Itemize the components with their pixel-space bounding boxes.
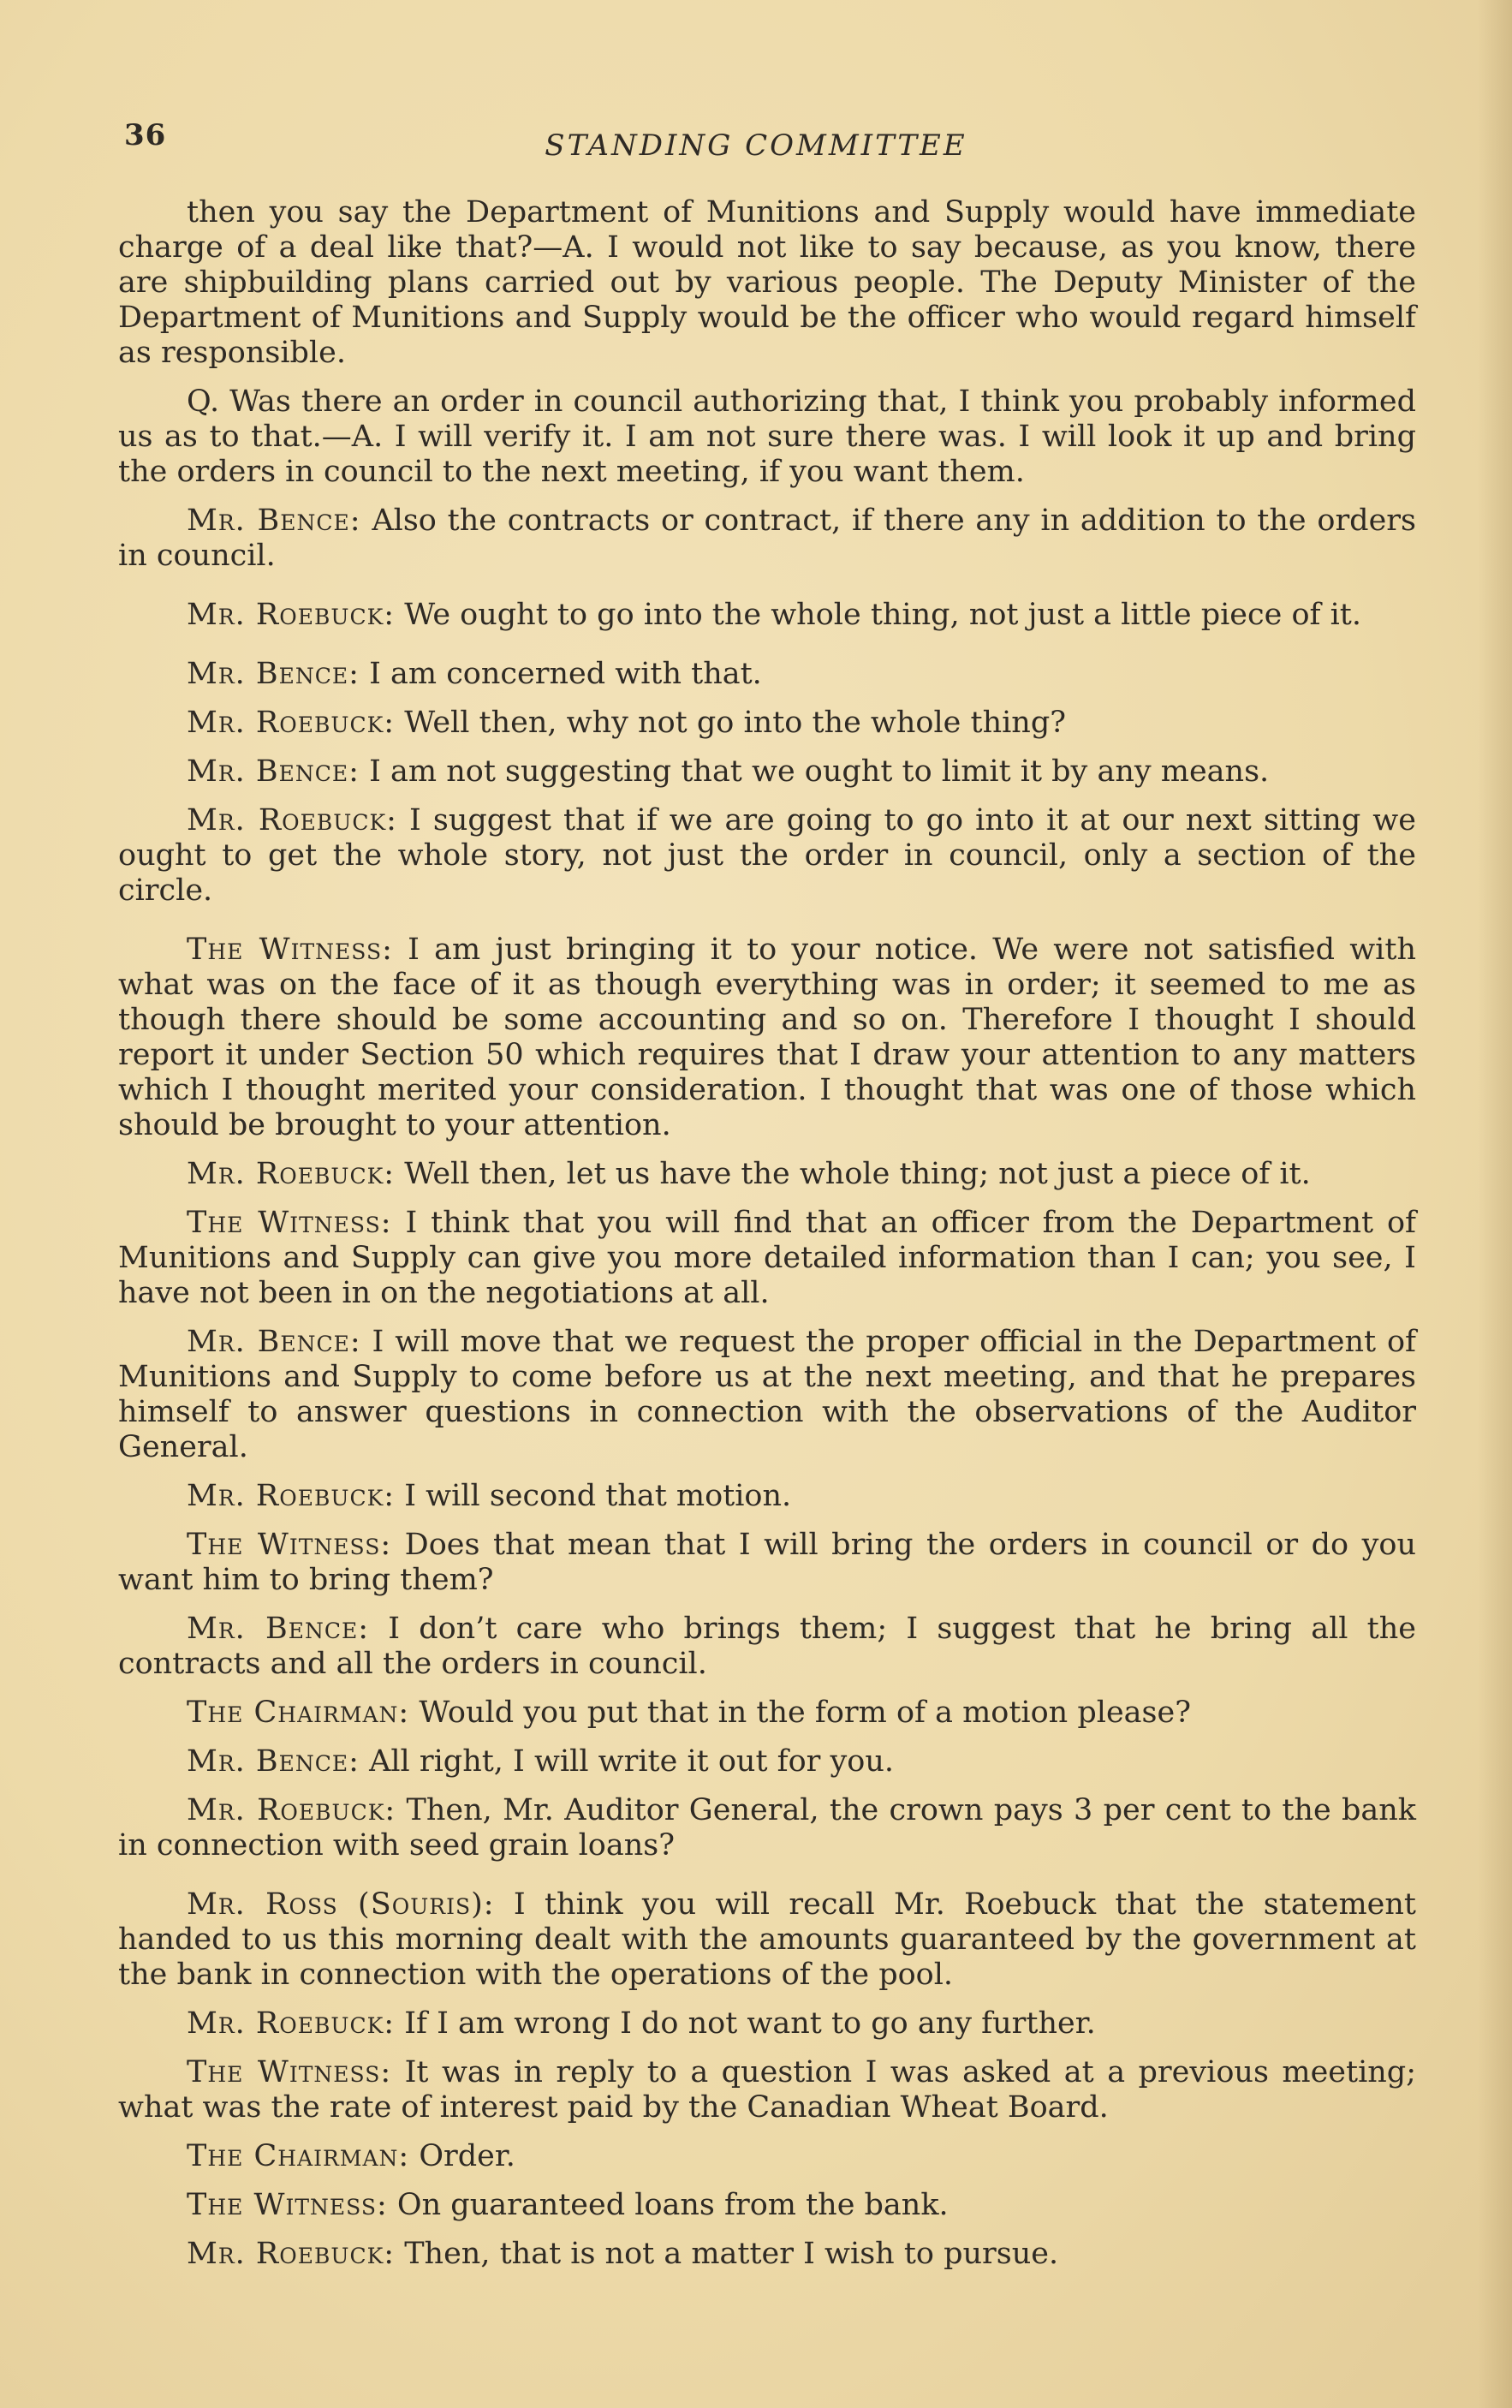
paragraph-text: I will move that we request the proper official in the Department of Munitions and Supply to come before us at the next meeting, and that he prepares himself to answer questions in connection with the observations of the Auditor General. [118, 1325, 1416, 1464]
paragraph-text: then you say the Department of Munitions and Supply would have immediate charge of a deal like that?—A. I would not like to say because, as you know, there are shipbuilding plans carried out by various people. The Deputy Minister of the Department of Munitions and Supply would be the officer who would regard himself as responsible. [118, 195, 1416, 370]
transcript-body [118, 195, 1416, 2286]
paragraph [118, 598, 1416, 633]
speaker-name: Mr. Bence: [187, 1612, 369, 1646]
paragraph [118, 1206, 1416, 1311]
paragraph [118, 803, 1416, 909]
paragraph-text: I think you will recall Mr. Roebuck that the statement handed to us this morning dealt with the amounts guaranteed by the government at the bank in connection with the operations of the pool. [118, 1887, 1416, 1992]
paragraph [118, 1528, 1416, 1598]
paragraph-text: If I am wrong I do not want to go any further. [404, 2006, 1096, 2041]
paragraph-text: Then, Mr. Auditor General, the crown pays 3 per cent to the bank in connection with seed grain loans? [118, 1793, 1416, 1863]
speaker-name: Mr. Roebuck: [187, 1157, 396, 1191]
speaker-name: The Chairman: [187, 1696, 410, 1730]
speaker-name: The Witness: [187, 1206, 392, 1240]
paragraph-text: We ought to go into the whole thing, not just a little piece of it. [404, 598, 1361, 632]
paragraph-text: I suggest that if we are going to go into it at our next sitting we ought to get the whole story, not just the order in council, only a section of the circle. [118, 803, 1416, 908]
paragraph-text: Then, that is not a matter I wish to pursue. [404, 2237, 1059, 2271]
paragraph [118, 195, 1416, 371]
paragraph-text: Well then, let us have the whole thing; not just a piece of it. [404, 1157, 1311, 1191]
paragraph [118, 2006, 1416, 2041]
speaker-name: Mr. Roebuck: [187, 2237, 396, 2271]
paragraph [118, 754, 1416, 790]
speaker-name: Mr. Roebuck: [187, 1793, 396, 1827]
paragraph [118, 384, 1416, 490]
paragraph [118, 657, 1416, 692]
paragraph-text: I will second that motion. [404, 1479, 792, 1513]
speaker-name: Mr. Bence: [187, 754, 360, 789]
paragraph [118, 1696, 1416, 1731]
paragraph-text: All right, I will write it out for you. [369, 1744, 895, 1779]
paragraph [118, 2237, 1416, 2272]
speaker-name: The Witness: [187, 2188, 388, 2222]
paragraph [118, 1793, 1416, 1863]
paragraph-text: I am not suggesting that we ought to limit it by any means. [369, 754, 1270, 789]
speaker-name: Mr. Ross (Souris): [187, 1887, 495, 1922]
speaker-name: Mr. Bence: [187, 657, 360, 691]
paragraph-text: Would you put that in the form of a motion please? [419, 1696, 1191, 1730]
paragraph [118, 1887, 1416, 1993]
speaker-name: Mr. Roebuck: [187, 803, 397, 837]
paragraph-text: Order. [419, 2139, 515, 2173]
paragraph-text: It was in reply to a question I was asked at a previous meeting; what was the rate of interest paid by the Canadian Wheat Board. [118, 2055, 1416, 2125]
paragraph-text: I think that you will find that an officer from the Department of Munitions and Supply can give you more detailed information than I can; you see, I have not been in on the negotiations at all. [118, 1206, 1416, 1310]
speaker-name: Mr. Roebuck: [187, 2006, 396, 2041]
paragraph-text: I am concerned with that. [369, 657, 762, 691]
paragraph [118, 2139, 1416, 2174]
paragraph [118, 1325, 1416, 1465]
page-edge-shadow [1478, 0, 1512, 2408]
speaker-name: Mr. Roebuck: [187, 706, 396, 740]
paragraph-text: I don’t care who brings them; I suggest that he bring all the contracts and all the orders in council. [118, 1612, 1416, 1681]
page-number: 36 [124, 118, 167, 152]
speaker-name: The Witness: [187, 1528, 392, 1562]
paragraph [118, 1612, 1416, 1682]
paragraph-text: On guaranteed loans from the bank. [396, 2188, 949, 2222]
paragraph [118, 1157, 1416, 1192]
paragraph-text: Well then, why not go into the whole thing? [404, 706, 1067, 740]
paragraph-text: I am just bringing it to your notice. We were not satisfied with what was on the face of it as though everything was in order; it seemed to me as though there should be some accounting and so on. Therefore I thought I should report it under Section 50 which requires that I draw your attention to any matters which I thought merited your consideration. I thought that was one of those which should be brought to your attention. [118, 933, 1416, 1142]
speaker-name: The Witness: [187, 933, 393, 967]
speaker-name: Mr. Bence: [187, 1325, 361, 1359]
speaker-name: The Witness: [187, 2055, 392, 2089]
paragraph [118, 2055, 1416, 2125]
paragraph [118, 706, 1416, 741]
speaker-name: Mr. Bence: [187, 1744, 360, 1779]
speaker-name: Mr. Roebuck: [187, 598, 396, 632]
running-title: STANDING COMMITTEE [545, 128, 967, 163]
paragraph [118, 1479, 1416, 1514]
paragraph [118, 2188, 1416, 2223]
paragraph [118, 1744, 1416, 1779]
paragraph-text: Q. Was there an order in council authorizing that, I think you probably informed us as to that.—A. I will verify it. I am not sure there was. I will look it up and bring the orders in council to the next meeting, if you want them. [118, 384, 1416, 489]
speaker-name: Mr. Roebuck: [187, 1479, 396, 1513]
paragraph [118, 504, 1416, 574]
speaker-name: Mr. Bence: [187, 504, 361, 538]
paragraph-text: Also the contracts or contract, if there any in addition to the orders in council. [118, 504, 1416, 573]
paragraph [118, 933, 1416, 1143]
speaker-name: The Chairman: [187, 2139, 410, 2173]
paragraph-text: Does that mean that I will bring the orders in council or do you want him to bring them? [118, 1528, 1416, 1597]
